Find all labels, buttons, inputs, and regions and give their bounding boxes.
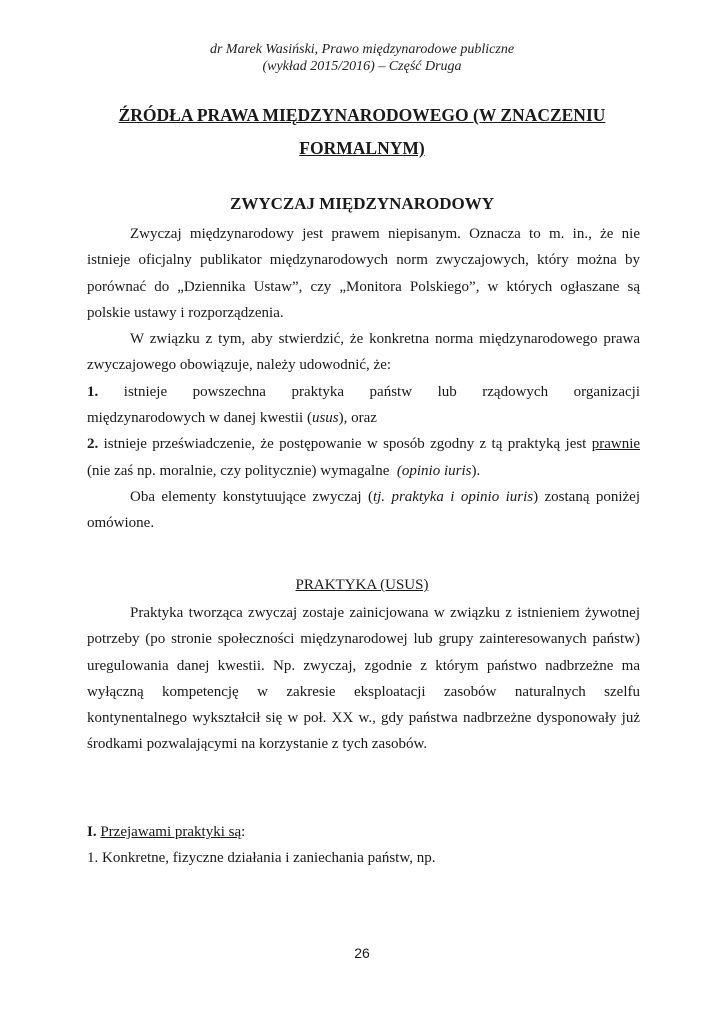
header-line-1: dr Marek Wasiński, Prawo międzynarodowe publiczne [209, 42, 515, 57]
list-heading-text: Przejawami praktyki są [100, 824, 242, 840]
section-text [87, 600, 640, 758]
header-line-2: (wykład 2015/2016) – Część Druga [262, 59, 462, 74]
list-item-1-term: usus [311, 410, 339, 427]
list-heading-colon: : [241, 824, 246, 840]
list-item-1-text-c: ), oraz [338, 410, 377, 427]
list-block [87, 819, 640, 872]
list-item-2-text-a: istnieje przeświadczenie, że postępowanie w sposób zgodny z tą praktyką jest [103, 436, 587, 453]
list-item-1-line-1 [87, 379, 640, 405]
list-item-1-number: 1. [87, 383, 99, 400]
list-heading-number: I. [87, 824, 97, 840]
page-number: 26 [354, 945, 370, 961]
list-item-2 [87, 431, 640, 484]
list-item-2-underlined: prawnie [591, 436, 641, 453]
intro-text [87, 221, 640, 537]
list-item-2-text-c: ). [471, 462, 481, 479]
intro-paragraph-3-a: Oba elementy konstytuujące zwyczaj ( [130, 488, 373, 505]
page-title: ŹRÓDŁA PRAWA MIĘDZYNARODOWEGO (W ZNACZENIU FORMALNYM) [118, 105, 606, 158]
list-item-2-text-b: (nie zaś np. moralnie, czy politycznie) wymagalne [87, 462, 390, 479]
section-title: ZWYCZAJ MIĘDZYNARODOWY [230, 194, 494, 213]
section-paragraph-1: Praktyka tworząca zwyczaj zostaje zainicjowana w związku z istnieniem żywotnej potrzeby (po stronie społeczności międzynarodowej lub grupy zainteresowanych państw) uregulowania danej kwestii. Np. zwyczaj, zgodnie z którym państwo nadbrzeżne ma wyłączną kompetencję w zakresie eksploatacji zasobów naturalnych szelfu kontynentalnego wykształcił się w poł. XX w., gdy państwa nadbrzeżne dysponowały już środkami pozwalającymi na korzystanie z tych zasobów. [87, 605, 640, 753]
list-item-1-text-a: istnieje powszechna praktyka państw lub rządowych organizacji [123, 383, 640, 400]
intro-paragraph-3-term: tj. praktyka i opinio iuris [372, 488, 534, 505]
list-item-2-term: (opinio iuris [396, 462, 472, 479]
intro-paragraph-3 [87, 484, 640, 537]
list-item-1-text-b: międzynarodowych w danej kwestii ( [87, 410, 312, 427]
intro-paragraph-2: W związku z tym, aby stwierdzić, że konkretna norma międzynarodowego prawa zwyczajowego obowiązuje, należy udowodnić, że: [87, 331, 640, 374]
intro-paragraph-3-b: ) zostaną poniżej omówione. [87, 488, 641, 532]
intro-paragraph-1: Zwyczaj międzynarodowy jest prawem niepisanym. Oznacza to m. in., że nie istnieje oficjalny publikator międzynarodowych norm zwyczajowych, który można by porównać do „Dziennika Ustaw”, czy „Monitora Polskiego”, w których ogłaszane są polskie ustawy i rozporządzenia. [87, 226, 640, 321]
list-item-2-number: 2. [87, 436, 99, 453]
list-heading [87, 819, 640, 845]
list-item: 1. Konkretne, fizyczne działania i zaniechania państw, np. [87, 850, 436, 867]
running-header [0, 41, 724, 75]
subsection-heading: PRAKTYKA (USUS) [295, 577, 429, 593]
list-item-1-line-2 [87, 405, 640, 431]
